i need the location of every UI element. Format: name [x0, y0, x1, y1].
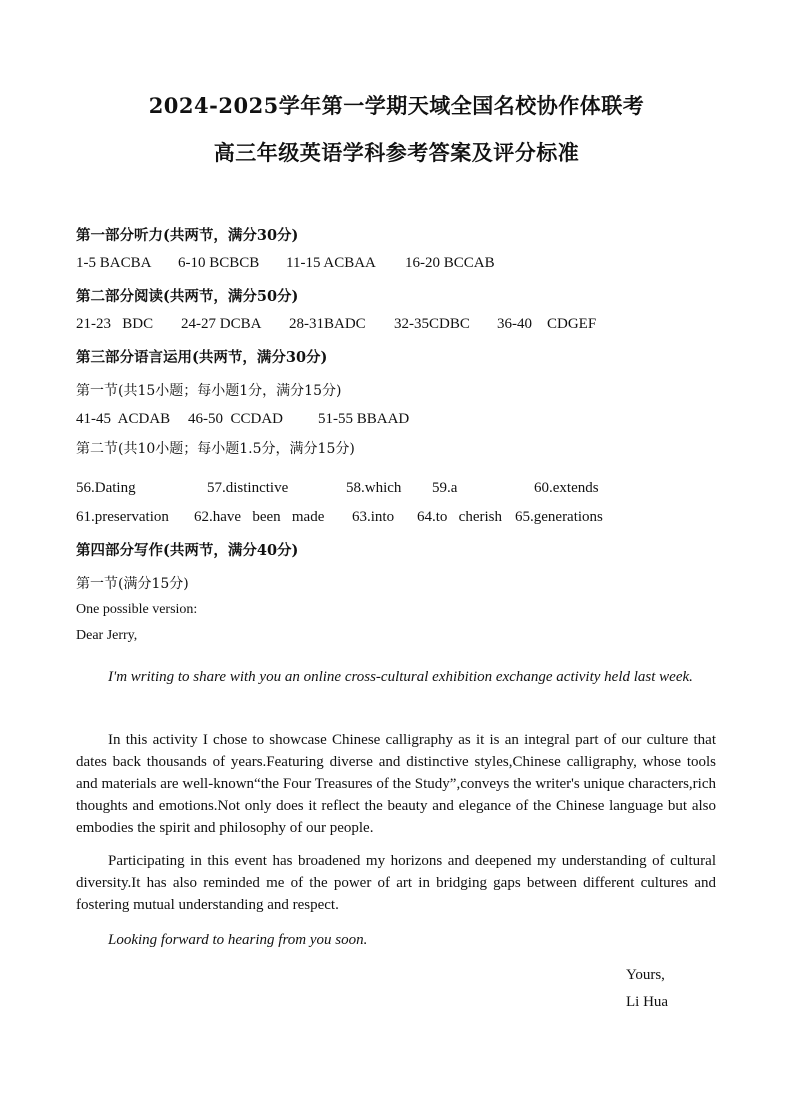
letter-closing: Yours,	[626, 967, 665, 983]
answer-item: 60.extends	[534, 480, 599, 496]
answer-group: 36-40 CDGEF	[497, 316, 597, 332]
answer-item: 65.generations	[515, 509, 603, 525]
part3-section2-row1	[76, 480, 599, 497]
answer-group: 16-20 BCCAB	[405, 255, 495, 271]
answer-group: 6-10 BCBCB	[178, 255, 260, 271]
answer-item: 58.which	[346, 480, 402, 496]
answer-item: 57.distinctive	[207, 480, 289, 496]
part3-section2-label: 第二节(共10小题；每小题1.5分，满分15分)	[76, 441, 355, 457]
part2-answers	[76, 316, 596, 333]
answer-group: 41-45 ACDAB	[76, 411, 171, 427]
answer-item: 63.into	[352, 509, 395, 525]
letter-signature: Li Hua	[626, 994, 669, 1010]
part4-section1-label: 第一节(满分15分)	[76, 576, 189, 592]
letter-paragraph-closing: Looking forward to hearing from you soon.	[108, 932, 368, 948]
answer-item: 64.to cherish	[417, 509, 502, 525]
part1-answers	[76, 255, 495, 272]
part4-heading: 第四部分写作(共两节，满分40分)	[76, 542, 299, 559]
answer-item: 59.a	[432, 480, 458, 496]
answer-item: 56.Dating	[76, 480, 136, 496]
version-label: One possible version:	[76, 602, 198, 617]
answer-group: 11-15 ACBAA	[286, 255, 376, 271]
answer-item: 62.have been made	[194, 509, 325, 525]
answer-group: 1-5 BACBA	[76, 255, 152, 271]
part3-heading: 第三部分语言运用(共两节，满分30分)	[76, 349, 328, 366]
part2-heading: 第二部分阅读(共两节，满分50分)	[76, 288, 299, 305]
part3-section2-row2	[76, 509, 603, 526]
answer-group: 46-50 CCDAD	[188, 411, 284, 427]
part3-section1-answers	[76, 411, 409, 428]
part3-section1-label: 第一节(共15小题；每小题1分，满分15分)	[76, 383, 342, 399]
document-subtitle: 高三年级英语学科参考答案及评分标准	[213, 140, 580, 165]
answer-group: 51-55 BBAAD	[318, 411, 410, 427]
letter-paragraph-body-2: Participating in this event has broadened my horizons and deepened my understanding of cultural diversity.It has also reminded me of the power of art in bridging gaps between different cultures and fostering mutual understanding and respect.	[76, 853, 716, 913]
answer-item: 61.preservation	[76, 509, 169, 525]
letter-paragraph-body-1: In this activity I chose to showcase Chinese calligraphy as it is an integral part of our culture that dates back thousands of years.Featuring diverse and distinctive styles,Chinese calligraphy, whose tools and materials are well-known“the Four Treasures of the Study”,conveys the writer's unique characters,rich thoughts and emotions.Not only does it reflect the beauty and elegance of the Chinese language but also embodies the spirit and philosophy of our people.	[76, 732, 716, 836]
answer-group: 32-35CDBC	[394, 316, 470, 332]
document-title: 2024-2025学年第一学期天域全国名校协作体联考	[148, 93, 645, 118]
answer-group: 28-31BADC	[289, 316, 366, 332]
part1-heading: 第一部分听力(共两节，满分30分)	[76, 227, 299, 244]
answer-group: 21-23 BDC	[76, 316, 154, 332]
letter-paragraph-opening: I'm writing to share with you an online cross-cultural exhibition exchange activity held last week.	[108, 669, 693, 685]
answer-group: 24-27 DCBA	[181, 316, 262, 332]
letter-salutation: Dear Jerry,	[76, 628, 138, 643]
